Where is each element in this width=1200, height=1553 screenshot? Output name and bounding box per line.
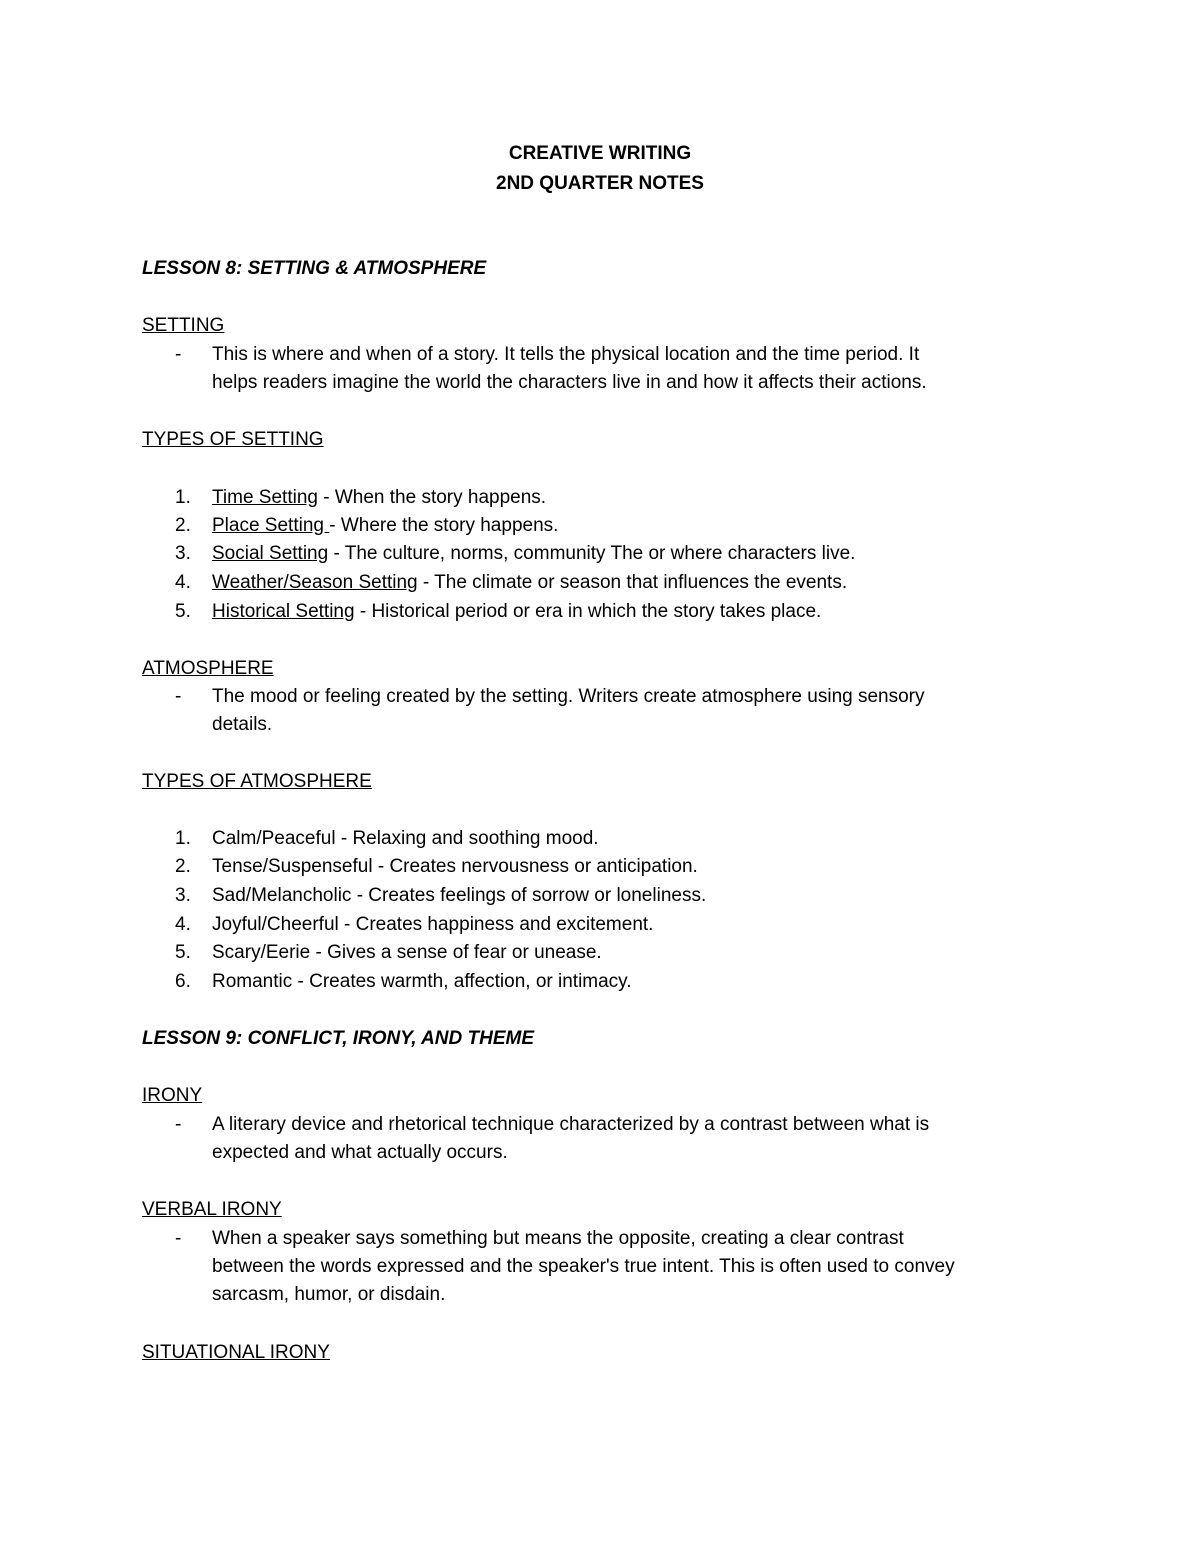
types-of-setting-heading: TYPES OF SETTING (142, 429, 324, 450)
setting-text-line-1: This is where and when of a story. It tells the physical location and the time period. It (212, 344, 920, 365)
atmosphere-heading: ATMOSPHERE (142, 658, 274, 679)
setting-type-number: 5. (175, 601, 191, 622)
atmosphere-type-number: 3. (175, 885, 191, 906)
irony-text-line-2: expected and what actually occurs. (212, 1142, 508, 1163)
setting-type-description: - The climate or season that influences the events. (417, 572, 848, 593)
lesson-9-heading: LESSON 9: CONFLICT, IRONY, AND THEME (142, 1028, 534, 1049)
atmosphere-type-number: 5. (175, 942, 191, 963)
verbal-irony-heading: VERBAL IRONY (142, 1199, 282, 1220)
document-subtitle: 2ND QUARTER NOTES (496, 173, 704, 194)
irony-bullet: - (175, 1114, 182, 1135)
list-item (212, 516, 558, 535)
setting-type-term: Historical Setting (212, 601, 355, 622)
list-item (212, 488, 546, 507)
atmosphere-type-number: 1. (175, 828, 191, 849)
atmosphere-type-text: Tense/Suspenseful - Creates nervousness or anticipation. (212, 856, 698, 877)
atmosphere-type-number: 4. (175, 914, 191, 935)
irony-text-line-1: A literary device and rhetorical technique characterized by a contrast between what is (212, 1114, 930, 1135)
setting-type-number: 4. (175, 572, 191, 593)
atmosphere-type-text: Scary/Eerie - Gives a sense of fear or unease. (212, 942, 602, 963)
atmosphere-type-number: 6. (175, 971, 191, 992)
list-item (212, 544, 855, 563)
atmosphere-type-text: Joyful/Cheerful - Creates happiness and excitement. (212, 914, 654, 935)
setting-bullet: - (175, 344, 182, 365)
atmosphere-text-line-2: details. (212, 714, 273, 735)
setting-type-description: - Where the story happens. (329, 515, 559, 536)
types-of-atmosphere-heading: TYPES OF ATMOSPHERE (142, 771, 372, 792)
irony-heading: IRONY (142, 1085, 203, 1106)
lesson-8-heading: LESSON 8: SETTING & ATMOSPHERE (142, 258, 487, 279)
setting-type-term: Time Setting (212, 487, 318, 508)
document-title: CREATIVE WRITING (508, 143, 692, 164)
verbal-irony-text-line-2: between the words expressed and the speaker's true intent. This is often used to convey (212, 1256, 955, 1277)
setting-type-number: 2. (175, 515, 191, 536)
list-item (212, 602, 821, 621)
verbal-irony-text-line-3: sarcasm, humor, or disdain. (212, 1284, 446, 1305)
verbal-irony-text-line-1: When a speaker says something but means the opposite, creating a clear contrast (212, 1228, 904, 1249)
atmosphere-type-text: Romantic - Creates warmth, affection, or intimacy. (212, 971, 632, 992)
atmosphere-type-text: Calm/Peaceful - Relaxing and soothing mood. (212, 828, 599, 849)
setting-heading: SETTING (142, 315, 225, 336)
setting-type-term: Social Setting (212, 543, 329, 564)
atmosphere-text-line-1: The mood or feeling created by the setting. Writers create atmosphere using sensory (212, 686, 925, 707)
setting-type-number: 3. (175, 543, 191, 564)
setting-type-term: Weather/Season Setting (212, 572, 418, 593)
atmosphere-type-number: 2. (175, 856, 191, 877)
situational-irony-heading: SITUATIONAL IRONY (142, 1342, 330, 1363)
setting-type-number: 1. (175, 487, 191, 508)
setting-type-description: - Historical period or era in which the story takes place. (354, 601, 822, 622)
setting-text-line-2: helps readers imagine the world the characters live in and how it affects their actions. (212, 372, 927, 393)
verbal-irony-bullet: - (175, 1228, 182, 1249)
setting-type-description: - When the story happens. (317, 487, 547, 508)
setting-type-description: - The culture, norms, community The or where characters live. (328, 543, 856, 564)
setting-type-term: Place Setting (212, 515, 330, 536)
atmosphere-type-text: Sad/Melancholic - Creates feelings of sorrow or loneliness. (212, 885, 707, 906)
list-item (212, 573, 847, 592)
atmosphere-bullet: - (175, 686, 182, 707)
